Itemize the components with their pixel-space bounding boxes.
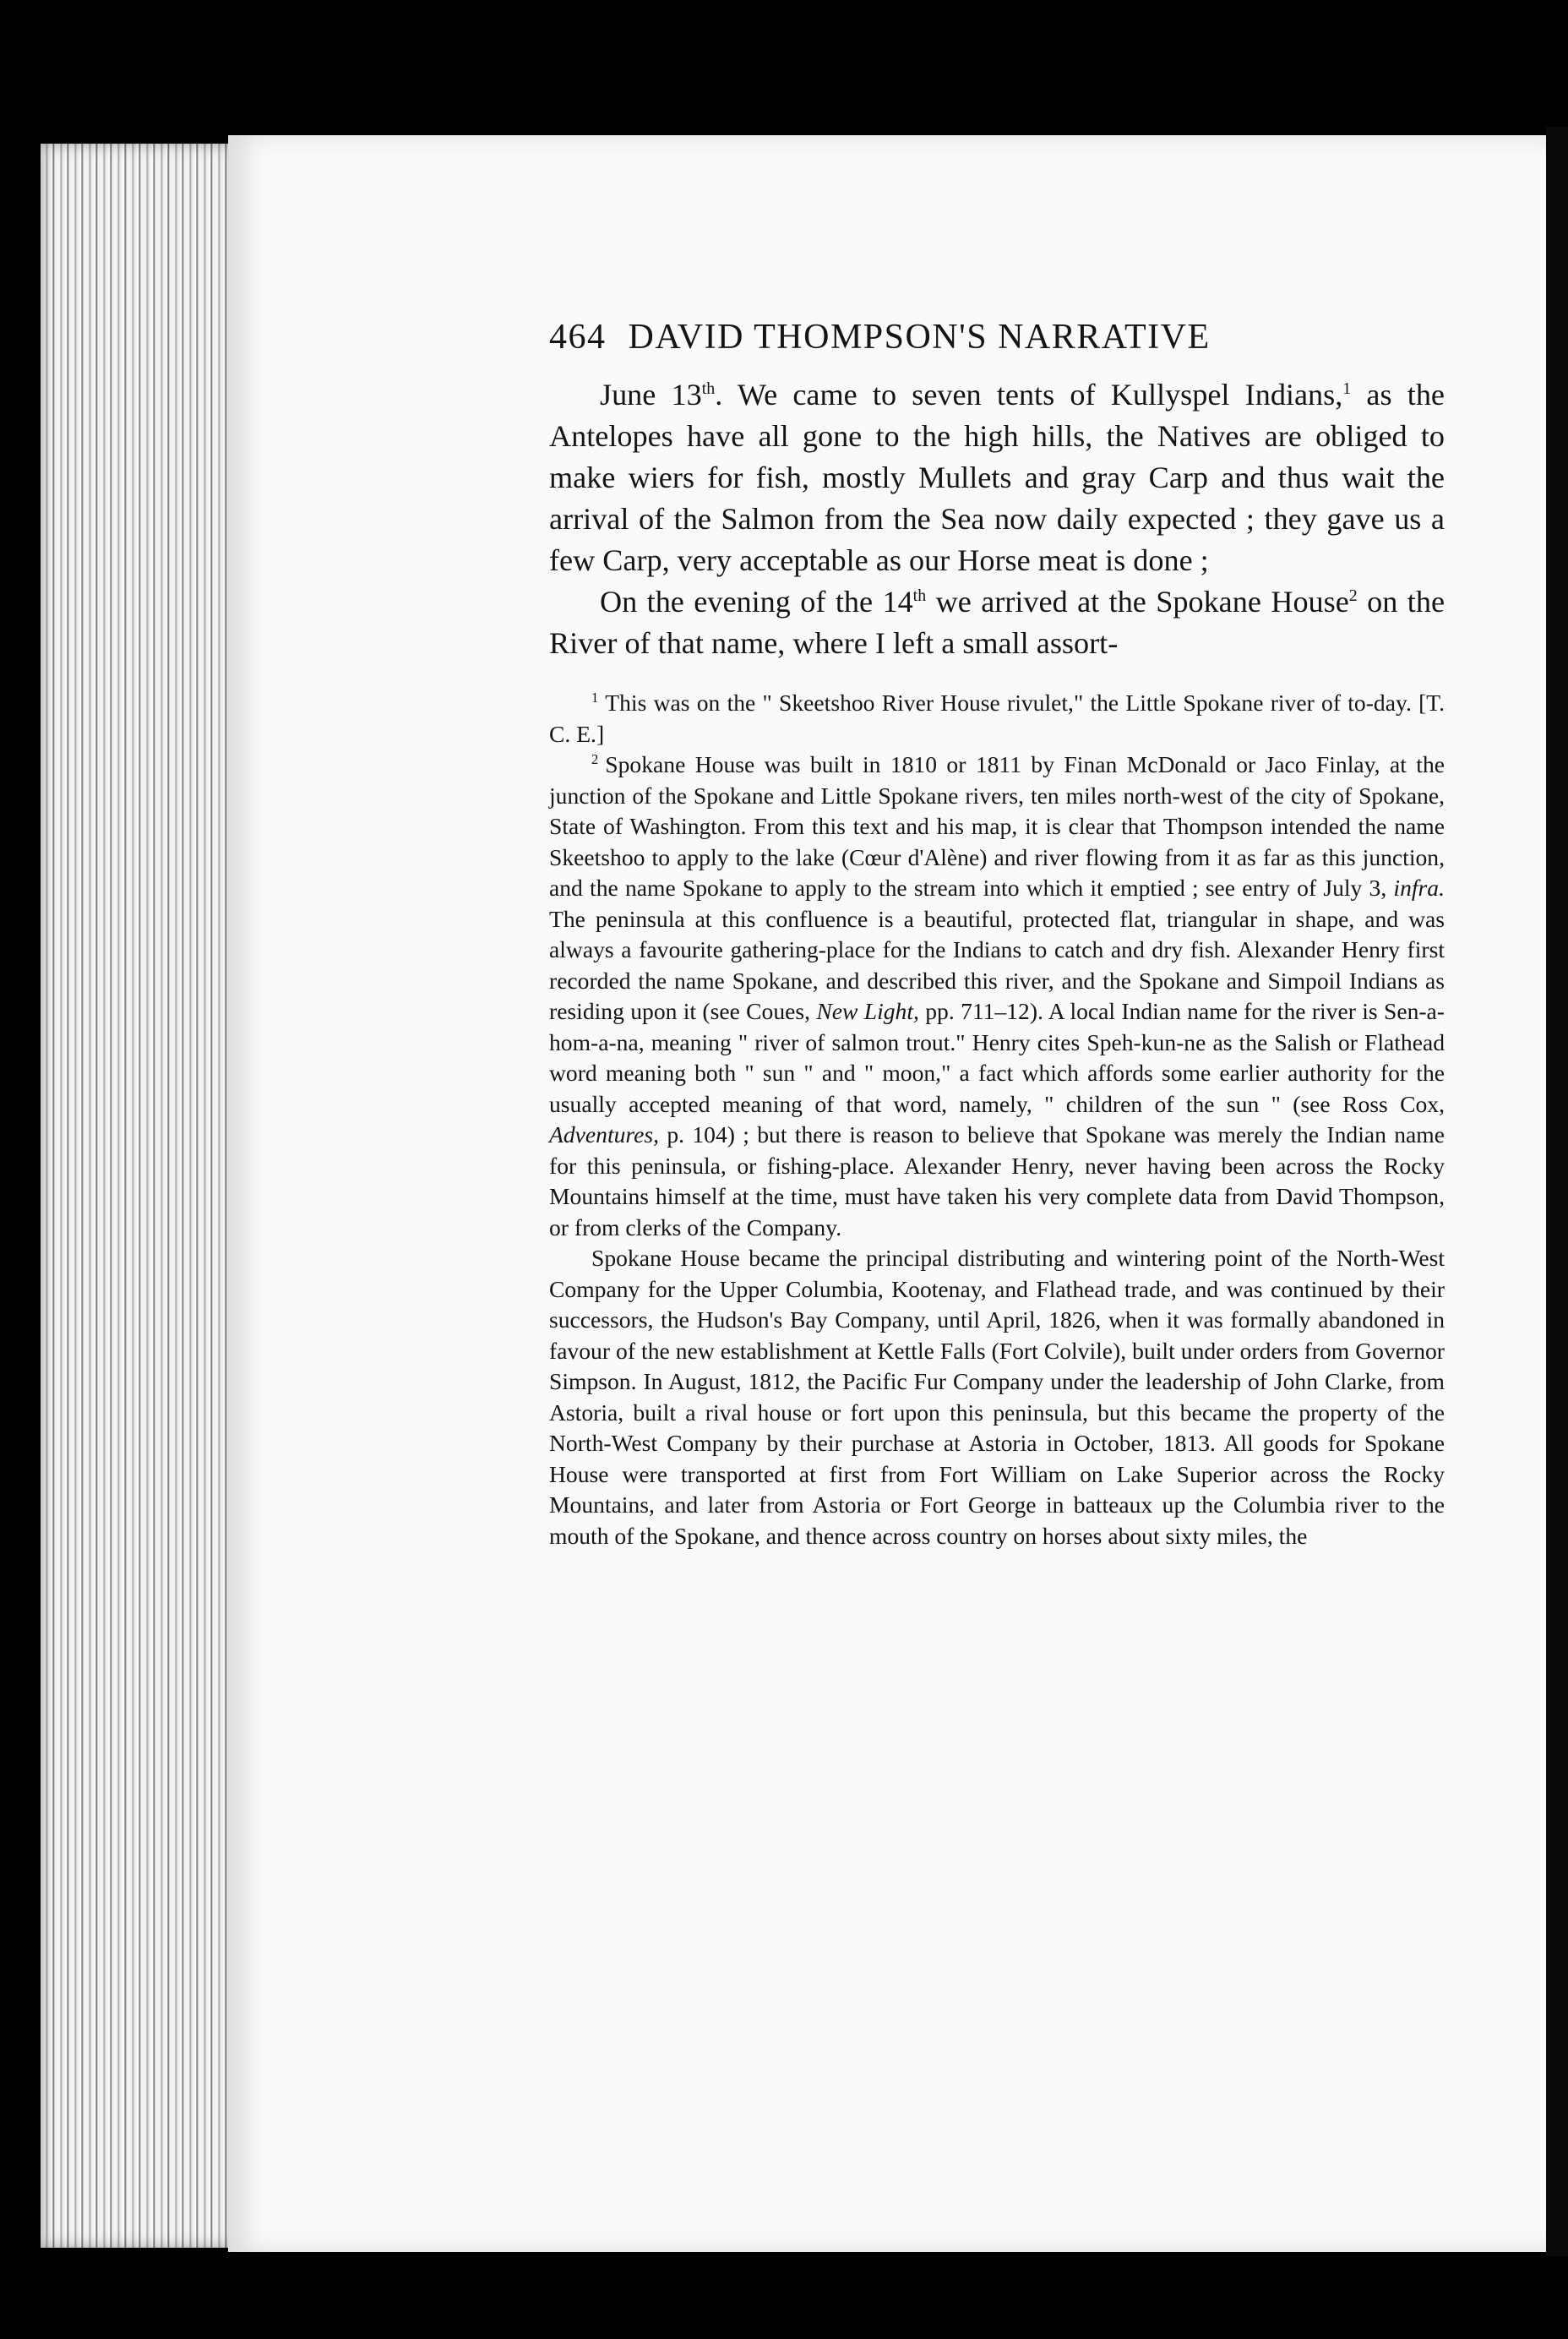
italic-title: New Light, [816,998,919,1024]
scan-border [1546,127,1568,2256]
running-head [549,317,1445,357]
footnote-mark: 1 [591,689,599,706]
paragraph-june-13: June 13th. We came to seven tents of Kullyspel Indians,$^1$ as the Antelopes have all gone to the high hills, the Natives are obliged to make wiers for fish, mostly Mullets and gray Carp and thus wait the arrival of the Salmon from the Sea now daily expected ; they gave us a few Carp, very acceptable as our Horse meat is done ; [549,378,1445,577]
footnote-1: $^1$ This was on the " Skeetshoo River House rivulet," the Little Spokane river of to-day. [T. C. E.] [549,689,1445,747]
footnote-ref-1: 1 [1342,379,1352,398]
page-text-block [549,317,1445,1551]
ordinal-suffix: th [701,379,716,398]
footnotes [549,688,1445,1551]
book-page-edges [41,144,235,2248]
italic-title: Adventures, [549,1121,660,1148]
italic-term: infra. [1393,875,1445,901]
footnote-mark: 2 [591,750,599,767]
running-title: DAVID THOMPSON'S NARRATIVE [628,318,1211,357]
page-number: 464 [549,318,607,357]
paragraph-june-14: On the evening of the 14th we arrived at the Spokane House$^2$ on the River of that name, where I left a small assort- [549,585,1446,660]
footnote-ref-2: 2 [1348,586,1358,605]
main-text [549,374,1445,664]
ordinal-suffix: th [912,586,927,605]
footnote-2: $^2$ Spokane House was built in 1810 or 1811 by Finan McDonald or Jaco Finlay, at the junction of the Spokane and Little Spokane rivers, ten miles north-west of the city of Spokane, State of Washington. From this text and his map, it is clear that Thompson intended the name Skeetshoo to apply to the lake (Cœur d'Alène) and river flowing from it as far as this junction, and the name Spokane to apply to the stream into which it emptied ; see entry of July 3, infra. The peninsula at this confluence is a beautiful, protected flat, triangular in shape, and was always a favourite gathering-place for the Indians to catch and dry fish. Alexander Henry first recorded the name Spokane, and described this river, and the Spokane and Simpoil Indians as residing upon it (see Coues, New Light, pp. 711–12). A local Indian name for the river is Sen-a-hom-a-na, meaning " river of salmon trout." Henry cites Speh-kun-ne as the Salish or Flathead word meaning both " sun " and " moon," a fact which affords some earlier authority for the usually accepted meaning of that word, namely, " children of the sun " (see Ross Cox, Adventures, p. 104) ; but there is reason to believe that Spokane was merely the Indian name for this peninsula, or fishing-place. Alexander Henry, never having been across the Rocky Mountains himself at the time, must have taken his very complete data from David Thompson, or from clerks of the Company. [549,750,1445,1240]
footnote-2-continued: Spokane House became the principal distributing and wintering point of the North-West Company for the Upper Columbia, Kootenay, and Flathead trade, and was continued by their successors, the Hudson's Bay Company, until April, 1826, when it was formally abandoned in favour of the new establishment at Kettle Falls (Fort Colvile), built under orders from Governor Simpson. In August, 1812, the Pacific Fur Company under the leadership of John Clarke, from Astoria, built a rival house or fort upon this peninsula, but this became the property of the North-West Company by their purchase at Astoria in October, 1813. All goods for Spokane House were transported at first from Fort William on Lake Superior across the Rocky Mountains, and later from Astoria or Fort George in batteaux up the Columbia river to the mouth of the Spokane, and thence across country on horses about sixty miles, the [549,1245,1445,1549]
